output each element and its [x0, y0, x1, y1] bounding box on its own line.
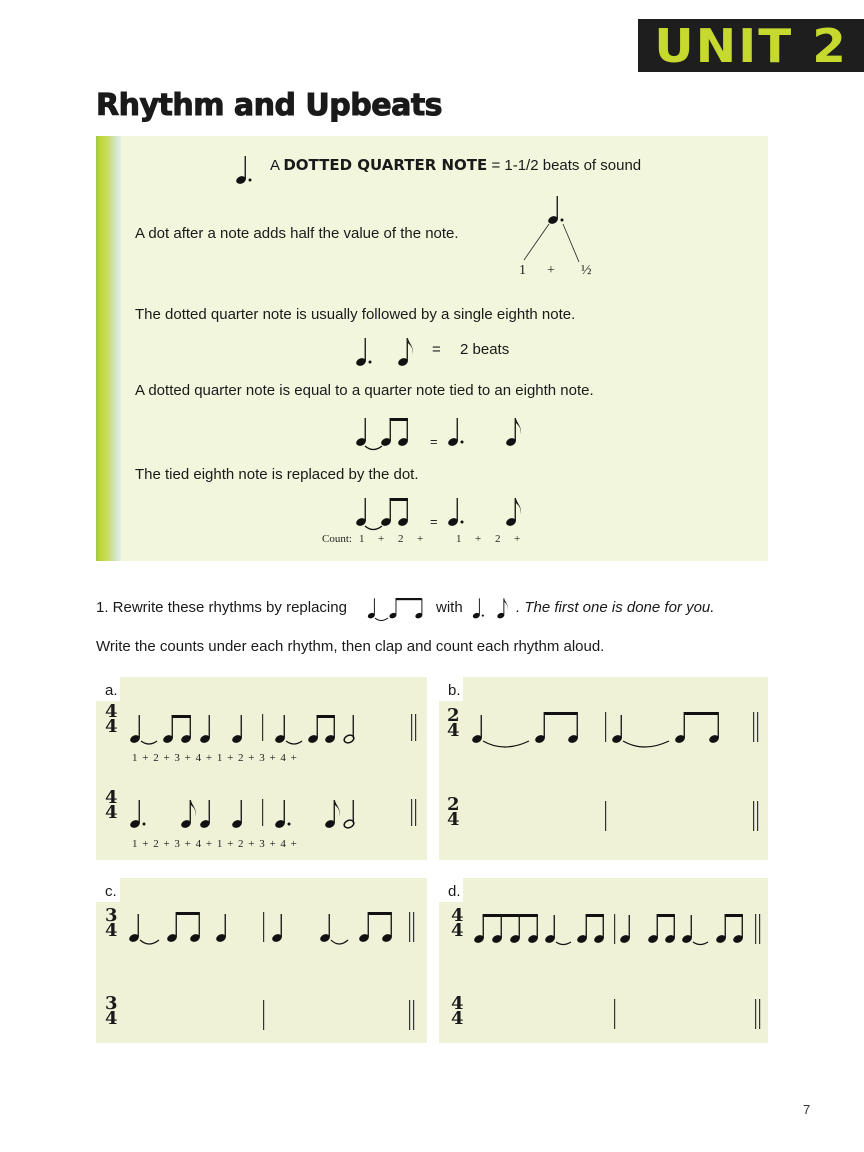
svg-text:=: = — [430, 514, 438, 529]
exercise-panel-c — [96, 878, 427, 1043]
counts-row-1: 1 + 2 + 3 + 4 + 1 + 2 + 3 + 4 + — [132, 752, 297, 764]
two-beats-text: 2 beats — [460, 341, 510, 358]
followed-by-text: The dotted quarter note is usually followed by a single eighth note. — [135, 306, 576, 323]
page-title: Rhythm and Upbeats — [96, 88, 443, 123]
equals-sign: = — [432, 341, 441, 358]
time-signature: 3 4 — [105, 993, 118, 1029]
tie-equivalence-counted-example — [351, 492, 541, 532]
time-signature: 3 4 — [105, 905, 118, 941]
dotted-quarter-eighth-icon — [472, 594, 518, 620]
tie-equivalence-example — [351, 412, 541, 452]
rhythm-staff-a — [96, 677, 427, 860]
dotted-note-breakdown-diagram — [516, 188, 596, 268]
breakdown-one: 1 — [519, 263, 526, 278]
time-signature: 2 4 — [447, 705, 460, 741]
panel-label: b. — [448, 682, 461, 699]
panel-label: c. — [105, 883, 117, 900]
count-right-3: 2 — [495, 533, 501, 545]
exercise-instruction-line2: Write the counts under each rhythm, then clap and count each rhythm aloud. — [96, 638, 605, 655]
rhythm-staff-c — [96, 878, 427, 1043]
unit-badge-label: UNIT 2 — [654, 18, 848, 73]
count-left-1: 1 — [359, 533, 365, 545]
counts-row-2: 1 + 2 + 3 + 4 + 1 + 2 + 3 + 4 + — [132, 838, 297, 850]
dot-rule-text: A dot after a note adds half the value of the note. — [135, 225, 459, 242]
exercise-instruction-with: with — [436, 599, 463, 616]
rhythm-staff-b — [439, 677, 768, 860]
dotted-quarter-note-icon — [236, 156, 256, 186]
count-right-4: + — [514, 533, 521, 545]
count-right-2: + — [475, 533, 482, 545]
tied-equal-text: A dotted quarter note is equal to a quarter note tied to an eighth note. — [135, 382, 594, 399]
count-label: Count: — [322, 533, 352, 545]
svg-text:=: = — [430, 434, 438, 449]
exercise-instruction-suffix: . The first one is done for you. — [516, 599, 715, 616]
tied-quarter-eighths-icon — [367, 594, 429, 620]
definition-text: A DOTTED QUARTER NOTE = 1-1/2 beats of sound — [270, 156, 642, 174]
replaced-by-dot-text: The tied eighth note is replaced by the dot. — [135, 466, 419, 483]
info-box — [96, 136, 768, 561]
dotted-quarter-eighth-pair — [351, 332, 421, 368]
unit-badge — [638, 19, 864, 72]
count-left-2: + — [378, 533, 385, 545]
time-signature: 4 4 — [105, 787, 118, 823]
panel-label: a. — [105, 682, 118, 699]
panel-label: d. — [448, 883, 461, 900]
exercise-panel-a — [96, 677, 427, 860]
count-left-3: 2 — [398, 533, 404, 545]
exercise-panel-b — [439, 677, 768, 860]
breakdown-half: ½ — [581, 263, 592, 278]
rhythm-staff-d — [439, 878, 768, 1043]
time-signature: 4 4 — [451, 905, 464, 941]
time-signature: 2 4 — [447, 794, 460, 830]
time-signature: 4 4 — [451, 993, 464, 1029]
decorative-stripe — [96, 136, 121, 561]
breakdown-plus: + — [547, 263, 555, 278]
time-signature: 4 4 — [105, 701, 118, 737]
count-right-1: 1 — [456, 533, 462, 545]
exercise-instruction-prefix: 1. Rewrite these rhythms by replacing — [96, 599, 347, 616]
count-left-4: + — [417, 533, 424, 545]
exercise-panel-d — [439, 878, 768, 1043]
page-number: 7 — [803, 1102, 811, 1117]
